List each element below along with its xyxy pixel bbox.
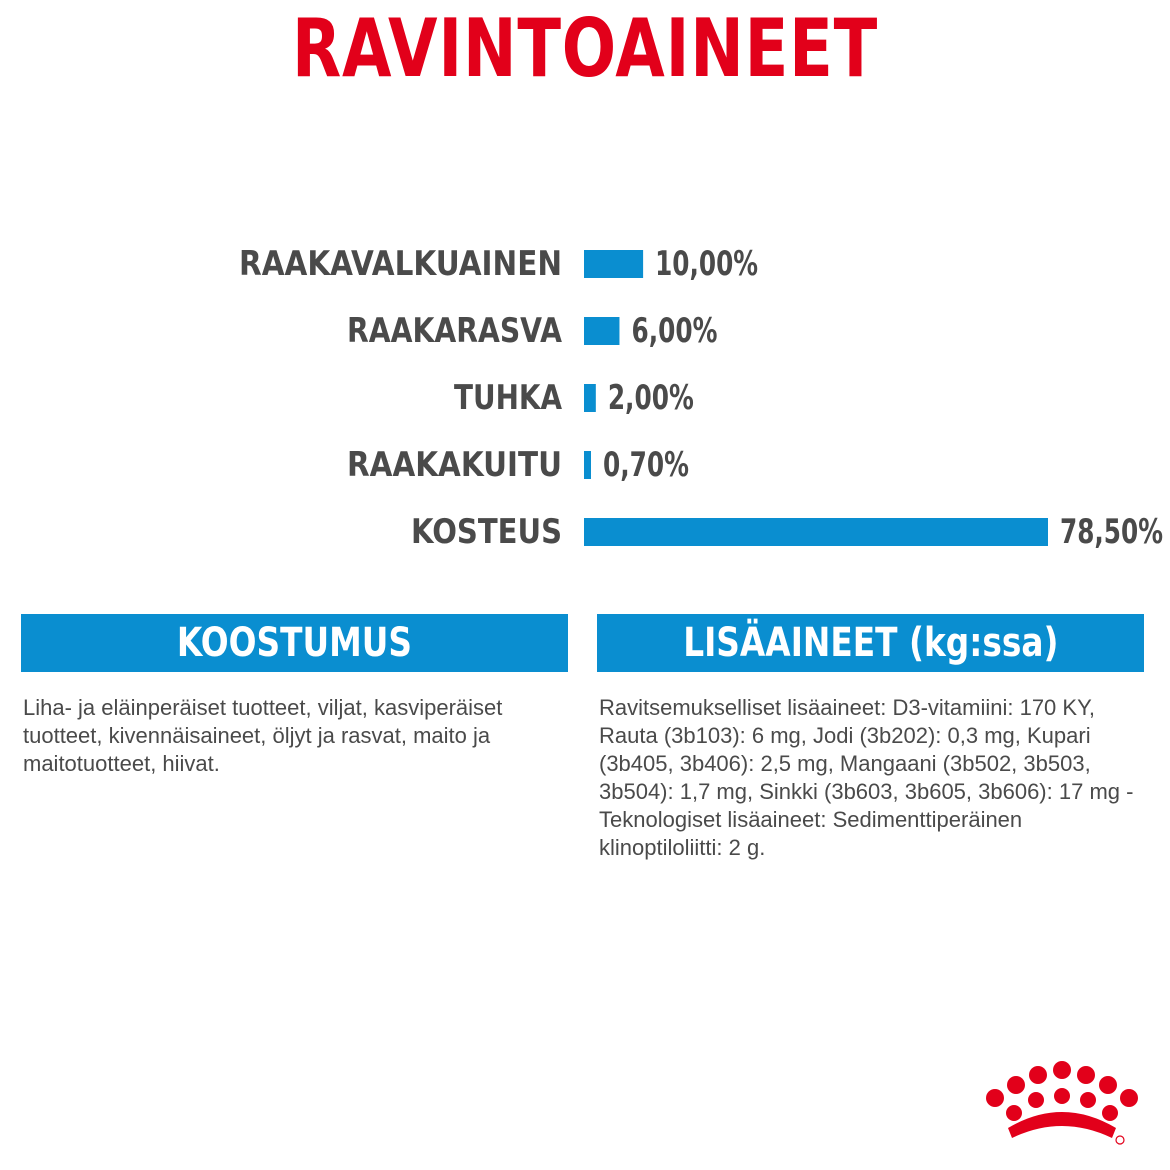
royal-canin-crown-logo-icon <box>980 1058 1145 1150</box>
page-title: RAVINTOAINEET <box>291 2 879 95</box>
category-label: KOSTEUS <box>411 512 562 552</box>
bar <box>584 250 643 278</box>
value-label: 2,00% <box>607 378 694 418</box>
additives-heading <box>597 614 1144 672</box>
category-label: TUHKA <box>454 378 563 418</box>
value-label: 78,50% <box>1060 512 1163 552</box>
additives-heading-label: LISÄAINEET (kg:ssa) <box>682 620 1059 666</box>
bar <box>584 384 596 412</box>
category-label: RAAKAKUITU <box>347 445 562 485</box>
composition-heading-label: KOOSTUMUS <box>176 620 413 666</box>
bar <box>584 518 1048 546</box>
composition-text: Liha- ja eläinperäiset tuotteet, viljat, kasviperäiset tuotteet, kivennäisaineet, öljyt ja rasvat, maito ja maitotuotteet, hiivat. <box>23 695 503 776</box>
value-label: 6,00% <box>631 311 718 351</box>
category-label: RAAKAVALKUAINEN <box>239 244 562 284</box>
nutrient-bar-chart <box>0 230 1170 570</box>
composition-heading <box>21 614 568 672</box>
category-label: RAAKARASVA <box>347 311 563 351</box>
additives-text: Ravitsemukselliset lisäaineet: D3-vitamiini: 170 KY, Rauta (3b103): 6 mg, Jodi (3b202): 0,3 mg, Kupari (3b405, 3b406): 2,5 mg, Mangaani (3b502, 3b503, 3b504): 1,7 mg, Sinkki (3b603, 3b605, 3b606): 17 mg - Teknologiset lisäaineet: Sedimenttiperäinen klinoptiloliitti: 2 g. <box>599 695 1134 860</box>
value-label: 10,00% <box>655 244 759 284</box>
value-label: 0,70% <box>603 445 689 485</box>
bar <box>584 317 619 345</box>
bar <box>584 451 591 479</box>
